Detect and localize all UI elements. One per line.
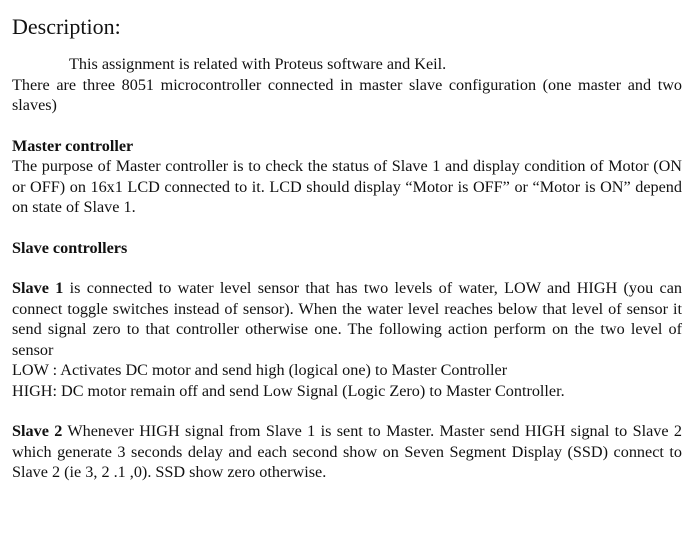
- master-controller-body: The purpose of Master controller is to check the status of Slave 1 and display condition of Motor (ON or OFF) on 16x1 LCD connected to it. LCD should display “Motor is OFF” or “Motor is ON” depend on state of Slave 1.: [12, 157, 682, 216]
- master-controller-title: Master controller: [12, 136, 134, 155]
- spacer: [12, 116, 682, 136]
- spacer: [12, 258, 682, 278]
- slave-1-label: Slave 1: [12, 279, 64, 297]
- slave-1-low-line: LOW : Activates DC motor and send high (logical one) to Master Controller: [12, 361, 508, 379]
- spacer: [12, 401, 682, 421]
- slave-1-high-line: HIGH: DC motor remain off and send Low Signal (Logic Zero) to Master Controller.: [12, 381, 565, 400]
- slave-2-paragraph: [12, 421, 682, 483]
- slave-2-label: Slave 2: [12, 422, 63, 440]
- slave-1-body: is connected to water level sensor that has two levels of water, LOW and HIGH (you can connect toggle switches instead of sensor). When the water level reaches below that level of sensor it send signal zero to that controller otherwise one. The following action perform on the two level of sensor: [12, 279, 682, 359]
- slave-2-body: Whenever HIGH signal from Slave 1 is sent to Master. Master send HIGH signal to Slave 2 which generate 3 seconds delay and each second show on Seven Segment Display (SSD) connect to Slave 2 (ie 3, 2 .1 ,0). SSD show zero otherwise.: [12, 422, 682, 481]
- slave-1-paragraph: [12, 278, 682, 360]
- description-heading: Description:: [12, 14, 121, 39]
- slave-controllers-title: Slave controllers: [12, 238, 128, 257]
- intro-line-1: This assignment is related with Proteus software and Keil.: [69, 55, 447, 73]
- intro-line-2: There are three 8051 microcontroller connected in master slave configuration (one master and two slaves): [12, 75, 682, 114]
- spacer: [12, 218, 682, 238]
